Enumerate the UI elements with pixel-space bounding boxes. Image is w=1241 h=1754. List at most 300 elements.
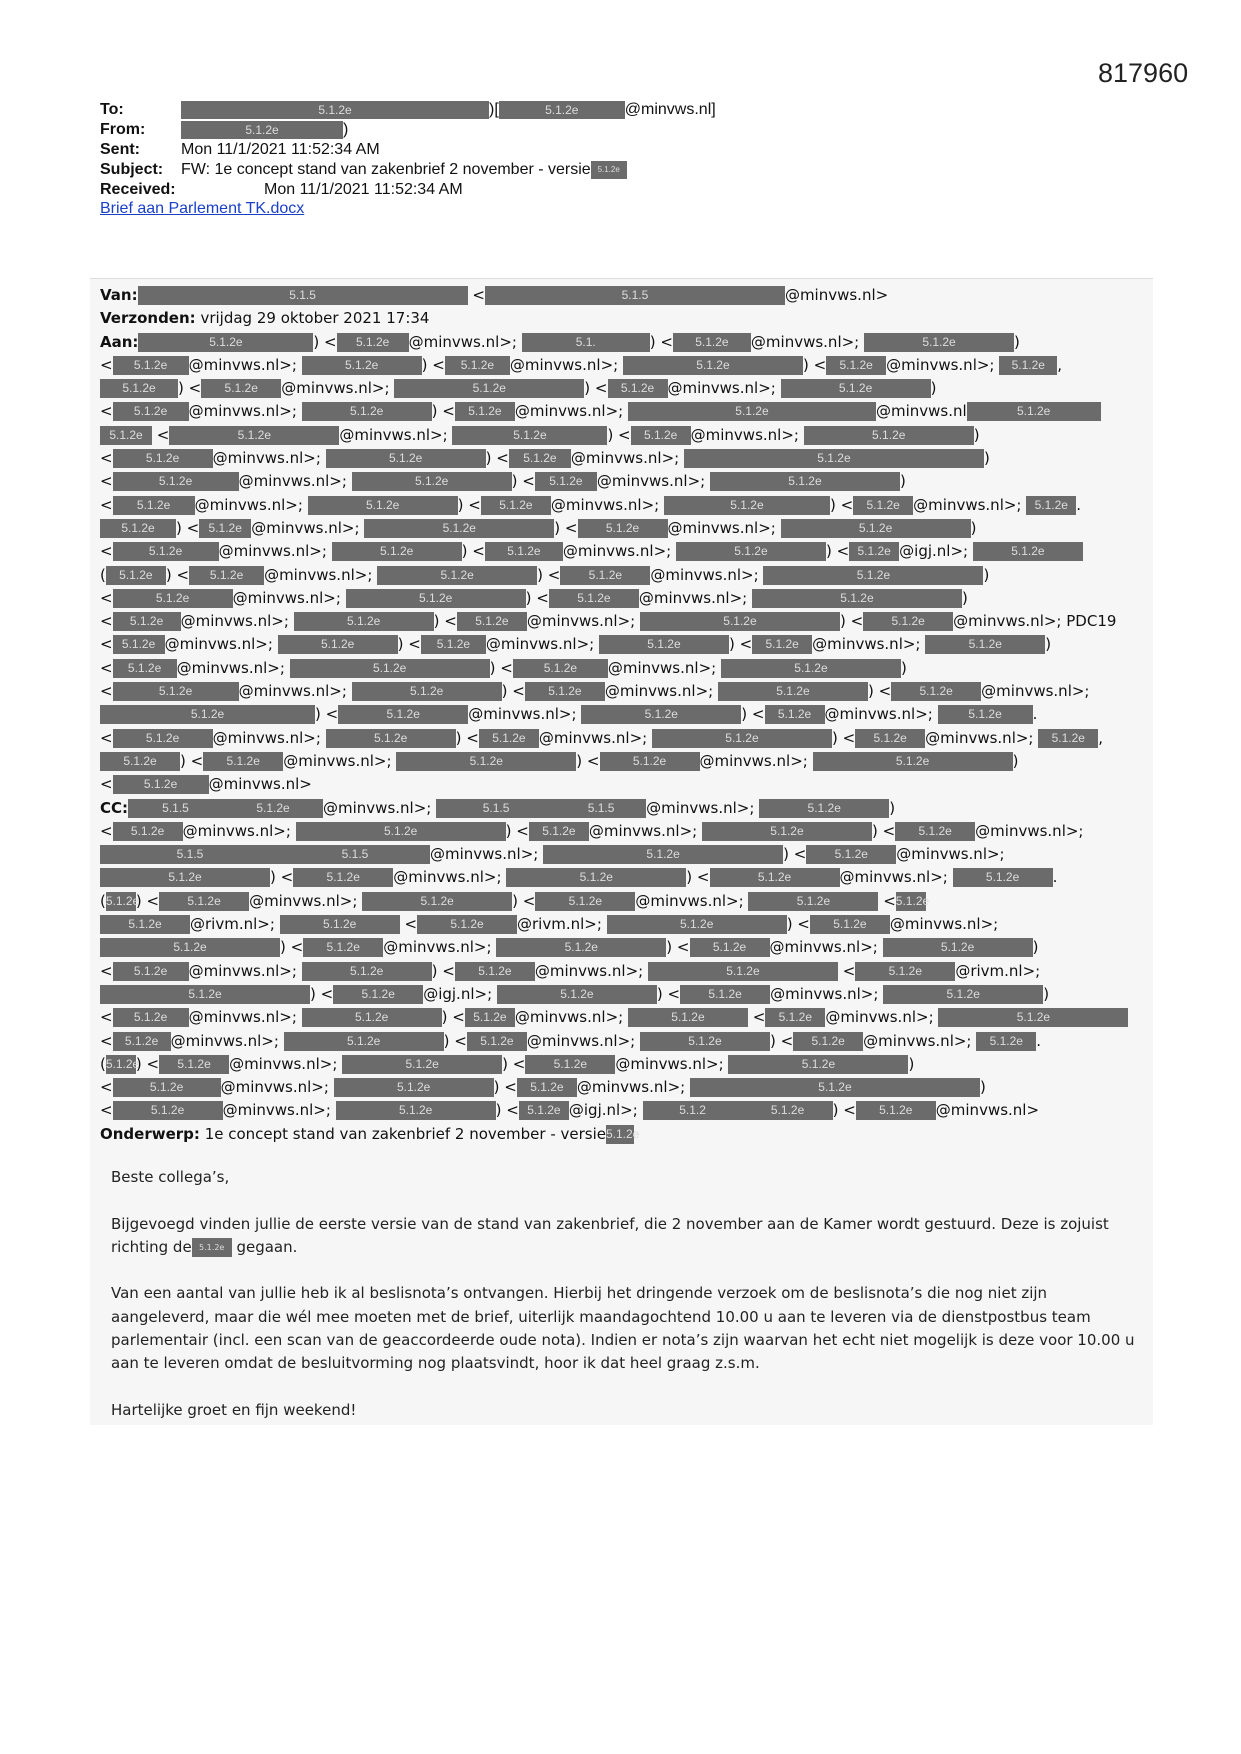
redaction-block: 5.1.2e [759,799,889,818]
redaction-block: 5.1.2e [113,496,195,515]
redaction-block: 5.1.2e [100,379,178,398]
redaction-block: 5.1.2e [113,729,213,748]
domain: @minvws.nl>; [251,518,360,537]
redaction-block: 5.1.2e [113,1078,221,1097]
redaction-block: 5.1.2e [203,752,283,771]
verzonden-value: vrijdag 29 oktober 2021 17:34 [200,309,430,328]
redaction-block: 5.1.2e [113,659,177,678]
redaction-block: 5.1.2e [810,915,890,934]
domain: @minvws.nl>; [863,1031,972,1050]
sent-value: Mon 11/1/2021 11:52:34 AM [181,141,380,158]
redaction-block: 5.1.2e [710,868,840,887]
redaction-block: 5.1.2e [891,682,981,701]
redaction-block: 5.1.2e [690,938,770,957]
redaction-block: 5.1.2e [192,1238,232,1257]
domain: @minvws.nl>; [770,984,879,1003]
from-close: ) [343,121,349,138]
redaction-block: 5.1.2e [973,542,1083,561]
domain: @minvws.nl>; [339,425,448,444]
redaction-block: 5.1.2e [813,752,1013,771]
domain: @minvws.nl>; [646,798,755,817]
from-label: From: [100,121,146,138]
domain: @minvws.nl>; [576,1078,686,1097]
domain: @minvws.nl>; [604,682,714,701]
redaction-block: 5.1.2e [113,682,239,701]
domain: @minvws.nl>; [188,402,297,421]
redaction-block: 5.1.2e [445,356,510,375]
recipient-line: < 5.1.2e @minvws.nl>; 5.1.2e ) < 5.1.2e @minvws.nl>; 5.1.2e < 5.1.2e @rivm.nl>; [100,961,1041,980]
domain: @minvws.nl>; [264,565,373,584]
redaction-block: 5.1.2e [976,1032,1036,1051]
redaction-block: 5.1.2e [481,496,551,515]
attachment-link[interactable]: Brief aan Parlement TK.docx [100,200,305,217]
redaction-block: 5.1.2e [728,1055,908,1074]
redaction-block: 5.1.2e [543,845,783,864]
redaction-block: 5.1.2e [100,705,315,724]
domain: @minvws.nl>; [812,635,921,654]
paragraph-text: gegaan. [236,1237,298,1256]
to-separator: )[ [489,101,499,118]
domain: @minvws.nl>; [615,1054,724,1073]
redaction-block: 5.1.2e [600,752,700,771]
received-value: Mon 11/1/2021 11:52:34 AM [264,181,463,198]
domain: @igj.nl>; [899,542,969,561]
redaction-block: 5.1.2e [302,356,422,375]
redaction-block: 5.1.2 [643,1101,743,1120]
redaction-block: 5.1.2e [113,1101,223,1120]
recipient-line: < 5.1.2e @minvws.nl>; 5.1.2e ) < 5.1.2e @minvws.nl>; 5.1.2e ) < 5.1.2e @minvws.nl>; 5.1.2e . [100,1031,1042,1050]
onderwerp-row [100,1123,1140,1146]
redaction-block: 5.1.2e [138,333,313,352]
redaction-block: 5.1.2e [303,938,383,957]
domain: @minvws.nl>; [570,449,680,468]
recipient-line: 5.1.2e ) < 5.1.2e @minvws.nl>; 5.1.2e ) < 5.1.2e @minvws.nl>; 5.1.2e ) [100,377,1140,400]
domain: @minvws.nl>; [896,845,1005,864]
redaction-block: 5.1.2e [394,379,584,398]
domain: @minvws.nl>; [323,798,432,817]
redaction-block: 5.1.2e [113,472,239,491]
redaction-block: 5.1.2e [336,1101,496,1120]
onderwerp-value: 1e concept stand van zakenbrief 2 november - versie [204,1124,606,1143]
redaction-block: 5.1.2e [308,496,458,515]
domain: @minvws.nl>; [635,891,744,910]
redaction-block: 5.1.2e [113,1008,189,1027]
redaction-block: 5.1.2e [189,566,264,585]
recipient-line: < 5.1.2e @minvws.nl>; 5.1.2e ) < 5.1.2e @minvws.nl>; 5.1.2e ) [100,472,906,491]
redaction-block: 5.1.2e [953,868,1053,887]
redaction-block: 5.1.2e [535,472,597,491]
redaction-block: 5.1.2e [525,1055,615,1074]
domain: @minvws.nl>; [913,495,1022,514]
subject-value: FW: 1e concept stand van zakenbrief 2 november - versie [181,161,591,178]
redaction-block: 5.1.2e [519,1101,569,1120]
to-label: To: [100,101,124,118]
redaction-block: 5.1.2e [455,402,515,421]
redaction-block: 5.1.2e [748,892,878,911]
domain: @minvws.nl>; [468,705,577,724]
redaction-block: 5.1.2e [106,892,136,911]
closing: Hartelijke groet en fijn weekend! [111,1400,357,1419]
domain: @minvws.nl>; [925,728,1034,747]
domain: @minvws.nl>; [690,425,799,444]
redaction-block: 5.1.2e [100,985,310,1004]
redaction-block: 5.1.2e [623,356,803,375]
domain: @minvws.nl>; [514,402,624,421]
redaction-block: 5.1.2e [680,985,770,1004]
redaction-block: 5.1.2e [640,612,840,631]
document-number: 817960 [1098,58,1189,88]
redaction-block: 5.1.2e [765,705,825,724]
redaction-block: 5.1.2e [201,379,281,398]
recipient-line: 5.1.2e ) < 5.1.2e @igj.nl>; 5.1.2e ) < 5.1.2e @minvws.nl>; 5.1.2e ) [100,983,1140,1006]
domain: @rivm.nl>; [190,915,275,934]
recipient-line: ( 5.1.2e ) < 5.1.2e @minvws.nl>; 5.1.2e ) < 5.1.2e @minvws.nl>; 5.1.2e ) [100,565,990,584]
domain: @minvws.nl>; [975,821,1084,840]
redaction-block: 5.1.2e [640,1032,770,1051]
redaction-block: 5.1.2e [509,449,571,468]
domain: @minvws.nl>; [514,1008,624,1027]
domain: @minvws.nl>; [534,961,644,980]
redaction-block: 5.1.2e [967,402,1101,421]
domain: @minvws.nl [875,402,967,421]
redaction-block: 5.1.2e [628,402,876,421]
redaction-block: 5.1.5 [128,799,223,818]
domain: @minvws.nl>; [750,332,860,351]
onderwerp-label: Onderwerp: [100,1124,200,1143]
recipient-line: < 5.1.2e @minvws.nl>; 5.1.2e ) < 5.1.2e @minvws.nl>; 5.1.2e ) < 5.1.2e @minvws.nl>; PDC19 [100,612,1117,631]
verzonden-label: Verzonden: [100,309,196,328]
redaction-block: 5.1.2e [396,752,576,771]
redaction-block: 5.1.2e [294,612,434,631]
redaction-block: 5.1.2e [302,1008,442,1027]
domain: @minvws.nl>; [667,518,776,537]
recipient-line: (5.1.2e) < 5.1.2e @minvws.nl>; 5.1.2e ) < 5.1.2e @minvws.nl>; 5.1.2e <5.1.2e [100,891,930,910]
redaction-block: 5.1.2e [652,729,832,748]
domain: @minvws.nl>; [194,495,303,514]
redaction-block: 5.1.2e [334,1078,494,1097]
recipient-line: < 5.1.2e @minvws.nl>; 5.1.2e ) < 5.1.2e @minvws.nl>; 5.1.2e ) < 5.1.2e @minvws.nl>; 5.1.2e . [100,495,1082,514]
redaction-block: 5.1.2e [702,822,872,841]
redaction-block: 5.1.2e [793,1032,863,1051]
domain: @minvws.nl>; [699,751,808,770]
domain: @minvws.nl>; [180,612,289,631]
redaction-block: 5.1.2e [342,1055,502,1074]
domain: @minvws.nl>; [393,868,502,887]
domain: @minvws.nl>; [188,961,297,980]
redaction-block: 5.1.2e [765,1008,825,1027]
redaction-block: 5.1.2e [525,682,605,701]
domain: @minvws.nl>; [430,845,539,864]
recipient-line: < 5.1.2e @minvws.nl>; 5.1.2e ) < 5.1.2e @minvws.nl>; 5.1.2e < 5.1.2e @minvws.nl>; 5.1.2e [100,1006,1140,1029]
redaction-block: 5.1.2e [302,962,432,981]
recipient-line: (5.1.2e) < 5.1.2e @minvws.nl>; 5.1.2e ) < 5.1.2e @minvws.nl>; 5.1.2e ) [100,1054,915,1073]
redaction-block: 5.1.2e [896,892,926,911]
redaction-block: 5.1.2e [485,542,563,561]
redaction-block: 5.1.2e [849,542,899,561]
recipient-line: < 5.1.2e @minvws.nl>; 5.1.2e ) < 5.1.2e @minvws.nl>; 5.1.2e @minvws.nl 5.1.2e [100,400,1140,423]
redaction-block: 5.1.2e [457,612,527,631]
redaction-block: 5.1.2e [338,705,468,724]
redaction-block: 5.1.2e [199,519,251,538]
domain: @rivm.nl>; [955,961,1041,980]
redaction-block: 5.1.2e [100,915,190,934]
redaction-block: 5.1.2e [452,426,607,445]
domain: @minvws.nl>; [218,542,327,561]
domain: @minvws.nl>; [222,1101,331,1120]
redaction-block: 5.1.2e [855,729,925,748]
redaction-block: 5.1.2e [302,402,432,421]
redaction-block: 5.1.2e [673,333,751,352]
redaction-block: 5.1.2e [938,1008,1128,1027]
redaction-block: 5.1.2e [100,938,280,957]
redaction-block: 5.1.2e [743,1101,833,1120]
greeting: Beste collega’s, [111,1168,230,1186]
domain: @minvws.nl>; [526,1031,636,1050]
domain: @minvws.nl>; [825,1008,934,1027]
redaction-block: 5.1.2e [535,892,635,911]
domain: @minvws.nl>; [238,682,347,701]
redaction-block: 5.1.2e [280,915,400,934]
recipient-line: < 5.1.2e @minvws.nl>; 5.1.2e ) < 5.1.2e @minvws.nl>; 5.1.2e ) [100,588,968,607]
domain: @minvws.nl>; [229,1054,338,1073]
redaction-block: 5.1.2e [159,1055,229,1074]
domain: @minvws.nl>; [588,821,698,840]
redaction-block: 5.1.2e [346,589,526,608]
domain: @minvws.nl>; [212,449,321,468]
redaction-block: 5.1.2e [628,1008,748,1027]
recipient-line: < 5.1.2e @minvws.nl>; 5.1.2e ) < 5.1.2e @minvws.nl>; 5.1.2e ) < 5.1.2e @minvws.nl>; 5.1.2e , [100,728,1104,747]
recipient-line: < 5.1.2e @minvws.nl>; 5.1.2e ) < 5.1.2e @minvws.nl>; 5.1.2e ) [100,449,990,468]
redaction-block: 5.1.2e [100,752,180,771]
redaction-block: 5.1.2e [752,589,962,608]
redaction-block: 5.1.2e [999,356,1057,375]
redaction-block: 5.1.2e [296,822,506,841]
redaction-block: 5.1.2e [377,566,537,585]
redaction-block: 5.1.2e [648,962,838,981]
redaction-block: 5.1.2e [159,892,249,911]
verzonden-row [100,307,1140,330]
subject-label: Subject: [100,161,164,178]
redaction-block: 5.1.2e [100,519,176,538]
van-row: Van: 5.1.5 < 5.1.5 @minvws.nl> [100,286,889,304]
domain: @minvws.nl>; [164,635,273,654]
recipient-line: 5.1.2e ) < 5.1.2e @minvws.nl>; 5.1.2e ) < 5.1.2e @minvws.nl>; 5.1.2e . [100,866,1140,889]
redaction-block: 5.1.5 [100,845,280,864]
recipient-line: 5.1.2e < 5.1.2e @minvws.nl>; 5.1.2e ) < 5.1.2e @minvws.nl>; 5.1.2e ) [100,424,1140,447]
domain: @minvws.nl>; [538,728,648,747]
redaction-block: 5.1.2e [591,161,627,179]
recipient-line: < 5.1.2e @minvws.nl>; 5.1.2e ) < 5.1.2e @minvws.nl>; 5.1.2e ) [100,1078,986,1097]
redaction-block: 5.1.2e [352,682,502,701]
recipient-line: < 5.1.2e @minvws.nl> [100,775,312,794]
redaction-block: 5.1.2e [293,868,393,887]
recipient-line: 5.1.2e ) < 5.1.2e @minvws.nl>; 5.1.2e ) < 5.1.2e @minvws.nl>; 5.1.2e ) [100,936,1140,959]
domain: @minvws.nl>; [176,658,285,677]
redaction-block: 5.1.2e [326,729,456,748]
redaction-block: 5.1.2e [676,542,826,561]
redaction-block: 5.1.2e [806,845,896,864]
redaction-block: 5.1.2e [496,938,666,957]
domain: @minvws.nl>; [607,658,717,677]
redaction-block: 5.1.2e [333,985,423,1004]
redaction-block: 5.1.2e [513,659,608,678]
redaction-block: 5.1.2e [853,496,913,515]
domain: @minvws.nl>; [281,379,390,398]
redaction-block: 5.1.2e [113,775,209,794]
redaction-block: 5.1.2e [781,519,971,538]
recipient-line: Aan: 5.1.2e ) < 5.1.2e @minvws.nl>; 5.1. ) < 5.1.2e @minvws.nl>; 5.1.2e ) [100,332,1020,351]
redaction-block: 5.1.2e [690,1078,980,1097]
redaction-block: 5.1.2e [421,635,486,654]
redaction-block: 5.1.2e [826,356,886,375]
domain: @minvws.nl>; [238,472,347,491]
domain: @minvws.nl>; [232,588,341,607]
redaction-block: 5.1.2e [883,985,1043,1004]
domain: @minvws.nl>; [283,751,392,770]
domain: @minvws.nl> [935,1101,1040,1120]
redaction-block: 5.1.2e [278,635,398,654]
redaction-block: 5.1.2e [181,121,343,139]
redaction-block: 5.1.2e [337,333,409,352]
redaction-block: 5.1.2e [169,426,339,445]
redaction-block: 5.1.2e [290,659,490,678]
redaction-block: 5.1.2e [113,1032,171,1051]
redaction-block: 5.1.2e [578,519,668,538]
received-label: Received: [100,181,176,198]
domain: @minvws.nl>; [509,355,619,374]
domain: @minvws.nl> [784,286,889,304]
domain: @minvws.nl>; [839,868,948,887]
redaction-block: 5.1.2e [223,799,323,818]
domain: @minvws.nl>; PDC19 [953,612,1117,631]
redaction-block: 5.1.2e [581,705,741,724]
redaction-block: 5.1.2e [113,822,183,841]
message-body [111,1166,1141,1446]
redaction-block: 5.1.2e [925,635,1045,654]
redaction-block: 5.1.2e [326,449,486,468]
domain: @minvws.nl>; [526,612,636,631]
domain: @rivm.nl>; [517,915,602,934]
redaction-block: 5.1.2e [506,868,686,887]
redaction-block: 5.1.2e [497,985,657,1004]
paragraph-text: Bijgevoegd vinden jullie de eerste versie van de stand van zakenbrief, die 2 november aan de Kamer wordt gestuurd. Deze is zojuist richting de [111,1214,1109,1256]
redaction-block: 5.1.2e [479,729,539,748]
redaction-block: 5.1.5 [556,799,646,818]
domain: @minvws.nl>; [596,472,706,491]
domain: @minvws.nl>; [182,821,291,840]
redaction-block: 5.1.2e [113,542,219,561]
recipient-line: 5.1.2e @rivm.nl>; 5.1.2e < 5.1.2e @rivm.nl>; 5.1.2e ) < 5.1.2e @minvws.nl>; [100,913,1140,936]
redaction-block: 5.1.2e [599,635,729,654]
recipient-line: 5.1.2e ) < 5.1.2e @minvws.nl>; 5.1.2e ) < 5.1.2e @minvws.nl>; 5.1.2e . [100,703,1140,726]
redaction-block: 5.1.2e [284,1032,444,1051]
van-label: Van: [100,286,138,304]
redaction-block: 5.1.2e [560,566,650,585]
recipient-line: < 5.1.2e @minvws.nl>; 5.1.2e ) < 5.1.2e @minvws.nl>; 5.1.2e ) < 5.1.2e @minvws.nl>; 5.1.2e ) [100,635,1052,654]
redaction-block: 5.1.2e [113,589,233,608]
redaction-block: 5.1.2e [804,426,974,445]
redaction-block: 5.1.2e [938,705,1033,724]
redaction-block: 5.1.2e [100,868,270,887]
redaction-block: 5.1. [522,333,650,352]
recipient-line: < 5.1.2e @minvws.nl>; 5.1.2e ) < 5.1.2e @minvws.nl>; 5.1.2e ) < 5.1.2e @minvws.nl>; [100,821,1084,840]
redaction-block: 5.1.5 [138,286,468,305]
recipient-line: 5.1.2e ) < 5.1.2e @minvws.nl>; 5.1.2e ) < 5.1.2e @minvws.nl>; 5.1.2e ) [100,517,1140,540]
redaction-block: 5.1.2e [113,449,213,468]
redaction-block: 5.1.5 [436,799,556,818]
domain: @igj.nl>; [568,1101,638,1120]
redaction-block: 5.1.2e [895,822,975,841]
redaction-block: 5.1.2e [517,1078,577,1097]
domain: @minvws.nl>; [249,891,358,910]
recipient-line: < 5.1.2e @minvws.nl>; 5.1.2e ) < 5.1.2e @minvws.nl>; 5.1.2e ) [100,658,907,677]
domain: @minvws.nl>; [638,588,748,607]
redaction-block: 5.1.2e [607,915,787,934]
redaction-block: 5.1.2e [863,612,953,631]
redaction-block: 5.1.2e [332,542,462,561]
redaction-block: 5.1.2e [499,101,625,119]
redaction-block: 5.1.2e [606,1125,634,1144]
redaction-block: 5.1.2e [106,566,166,585]
redaction-block: 5.1.2e [855,962,955,981]
redaction-block: 5.1.2e [721,659,901,678]
domain: @minvws.nl>; [824,705,933,724]
redaction-block: 5.1.2e [113,356,189,375]
redaction-block: 5.1.2e [106,1055,136,1074]
redaction-block: 5.1.2e [113,402,189,421]
cc-label: CC: [100,798,129,817]
redaction-block: 5.1.5 [280,845,430,864]
domain: @minvws.nl>; [485,635,595,654]
domain: @minvws.nl>; [170,1031,279,1050]
redaction-block: 5.1.2e [113,612,181,631]
domain: @minvws.nl>; [650,565,759,584]
sent-label: Sent: [100,141,140,158]
redaction-block: 5.1.2e [883,938,1033,957]
redaction-block: 5.1.2e [864,333,1014,352]
redaction-block: 5.1.2e [465,1008,515,1027]
domain: @minvws.nl> [208,775,312,794]
recipient-line: < 5.1.2e @minvws.nl>; 5.1.2e ) < 5.1.2e @igj.nl>; 5.1.2 5.1.2e ) < 5.1.2e @minvws.nl> [100,1101,1040,1120]
redaction-block: 5.1.2e [352,472,512,491]
domain: @minvws.nl>; [188,1008,297,1027]
domain: @minvws.nl>; [188,355,297,374]
redaction-block: 5.1.2e [664,496,830,515]
recipient-line: 5.1.5 5.1.5 @minvws.nl>; 5.1.2e ) < 5.1.2e @minvws.nl>; [100,843,1140,866]
redaction-block: 5.1.2e [781,379,931,398]
redaction-block: 5.1.2e [1038,729,1098,748]
domain: @minvws.nl>; [212,728,321,747]
redaction-block: 5.1.2e [684,449,984,468]
domain: @minvws.nl>; [667,379,776,398]
redaction-block: 5.1.2e [1026,496,1076,515]
redaction-block: 5.1.2e [467,1032,527,1051]
recipient-line: 5.1.2e ) < 5.1.2e @minvws.nl>; 5.1.2e ) < 5.1.2e @minvws.nl>; 5.1.2e ) [100,750,1140,773]
redaction-block: 5.1.2e [549,589,639,608]
paragraph: Van een aantal van jullie heb ik al beslisnota’s ontvangen. Hierbij het dringende verzoek om de beslisnota’s die nog niet zijn aangeleverd, maar die wél mee moeten met de brief, uiterlijk maandagochtend 10.00 u aan te leveren via de dienstpostbus team parlementair (incl. een scan van de geaccordeerde oude nota). Indien er nota’s zijn waarvan het echt niet mogelijk is deze voor 10.00 u aan te leveren omdat de besluitvorming nog plaatsvindt, hoor ik dat heel graag z.s.m. [111,1284,1135,1373]
domain: @igj.nl>; [423,984,493,1003]
redaction-block: 5.1.2e [364,519,554,538]
redaction-block: 5.1.2e [710,472,900,491]
recipient-line: < 5.1.2e @minvws.nl>; 5.1.2e ) < 5.1.2e @minvws.nl>; 5.1.2e ) < 5.1.2e @minvws.nl>; [100,682,1090,701]
redaction-block: 5.1.2e [113,962,189,981]
domain: @minvws.nl>; [220,1078,329,1097]
redaction-block: 5.1.2e [100,426,152,445]
domain: @minvws.nl>; [383,938,492,957]
redaction-block: 5.1.2e [763,566,983,585]
cc-line: CC: 5.1.5 5.1.2e @minvws.nl>; 5.1.5 5.1.5 @minvws.nl>; 5.1.2e ) [100,798,896,817]
redaction-block: 5.1.2e [608,379,668,398]
